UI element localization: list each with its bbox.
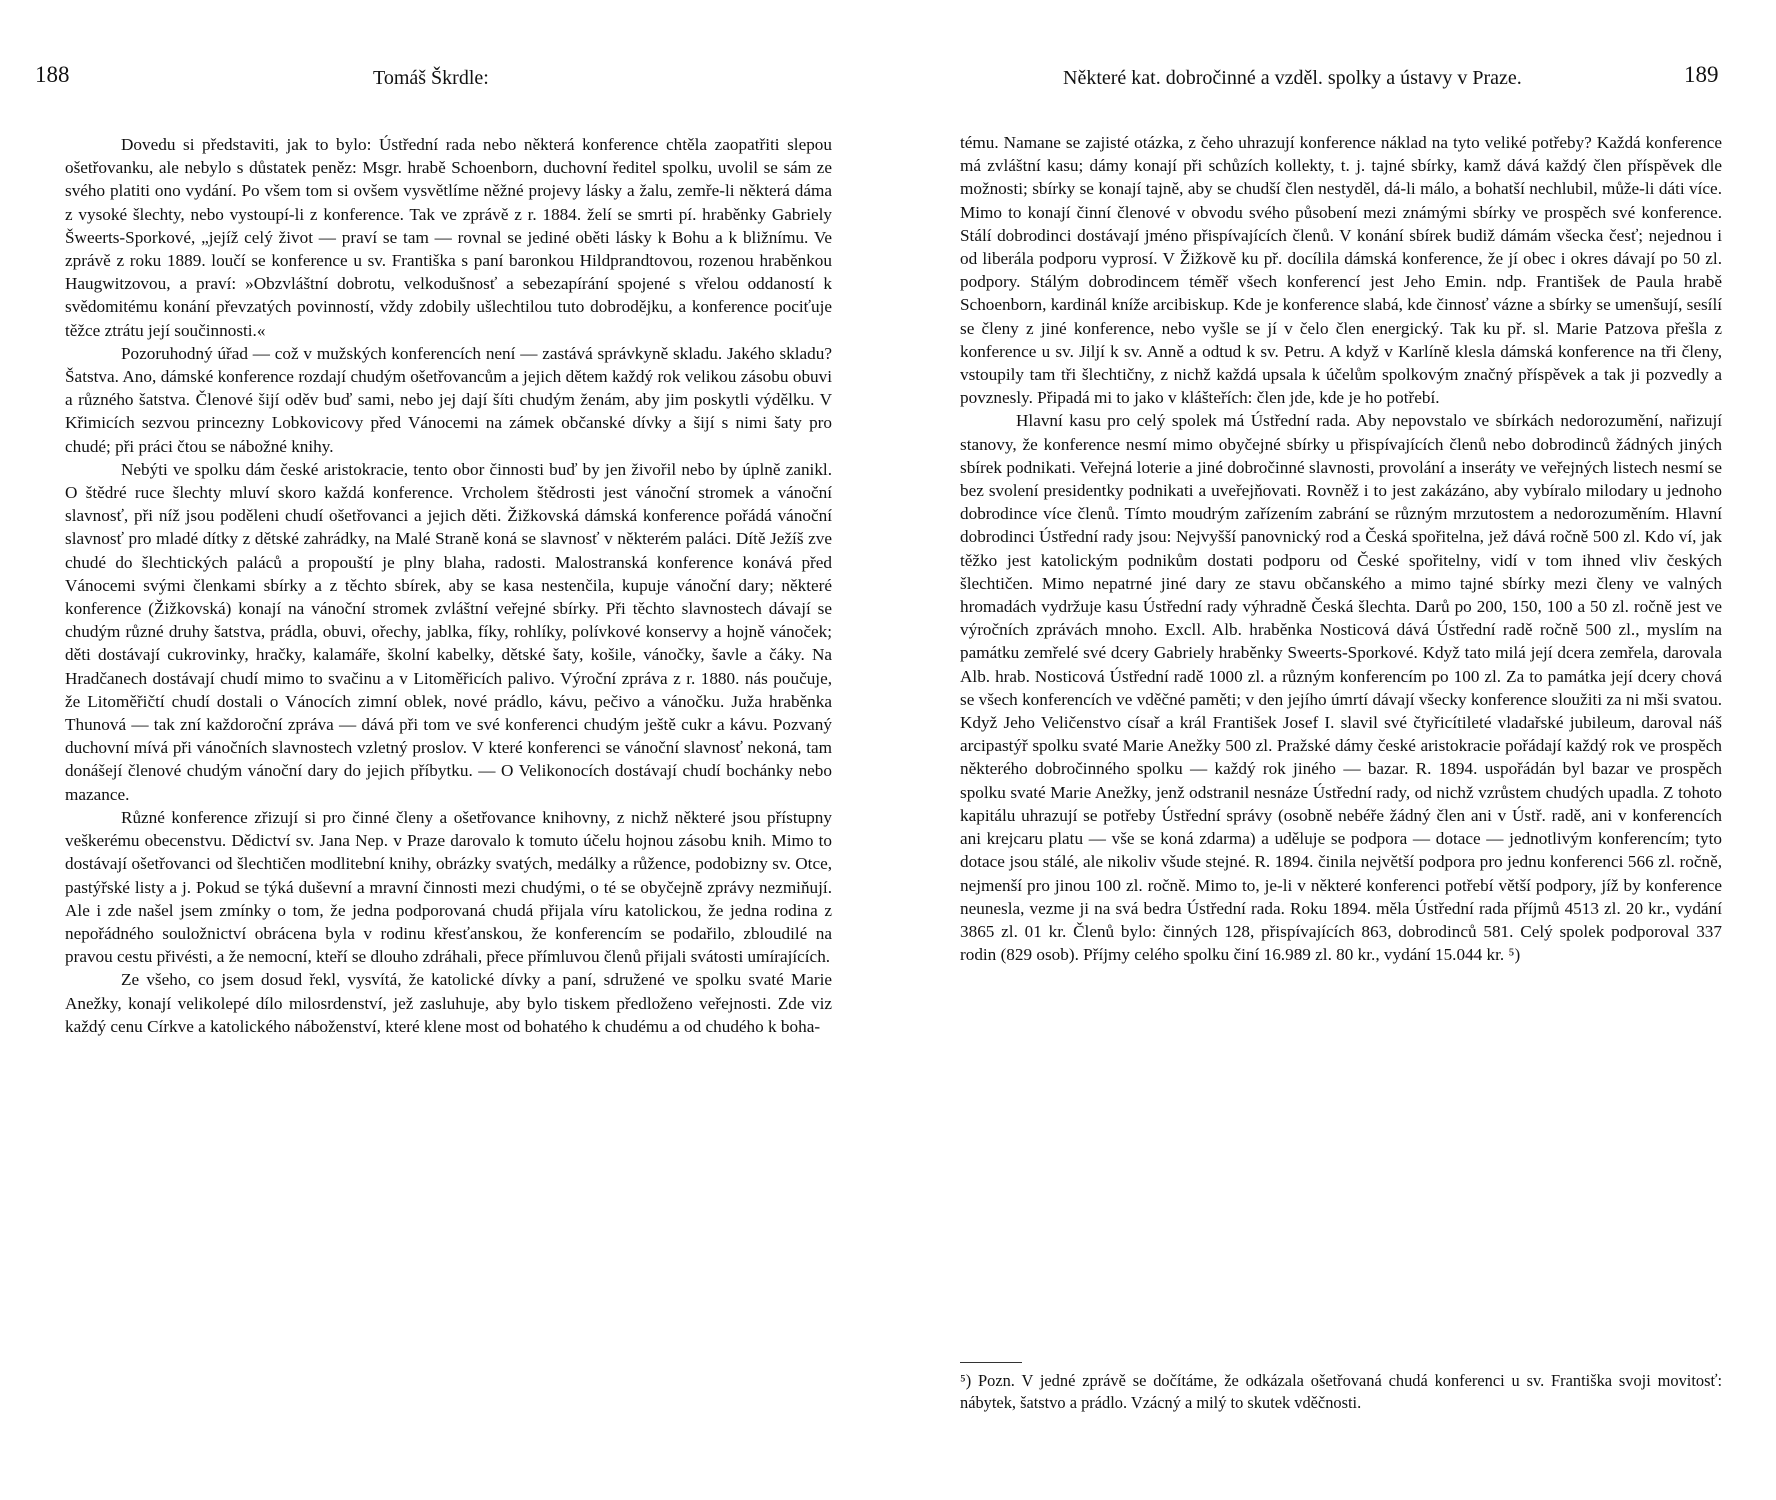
paragraph: Hlavní kasu pro celý spolek má Ústřední rada. Aby nepovstalo ve sbírkách nedorozumění, nařizují stanovy, že konference nesmí mimo obyčejné sbírky u přispívajících členů nebo dobrodinců žádných jiných sbírek podnikati. Veřejná loterie a jiné dobročinné slavnosti, provolání a inseráty ve veřejných listech nesmí se bez svolení presidentky podnikati a uveřejňovati. Rovněž i to jest zakázáno, aby vybíralo milodary u jednoho dobrodince více členů. Tímto moudrým zařízením zabrání se různým mrzutostem a nedorozuměním. Hlavní dobrodinci Ústřední rady jsou: Nejvyšší panovnický rod a Česká spořitelna, jež dává ročně 500 zl. Kdo ví, jak těžko jest katolickým podnikům dostati podporu od České spořitelny, vidí v tom ihned vliv českých šlechtičen. Mimo nepatrné jiné dary ze stavu občanského a mimo tajné sbírky mezi členy ve valných hromadách vydržuje kasu Ústřední rady výhradně Česká šlechta. Darů po 200, 150, 100 a 50 zl. ročně jest ve výročních zprávách mnoho. Excll. Alb. hraběnka Nosticová dává Ústřední radě ročně 500 zl., myslím na památku zemřelé své dcery Gabriely hraběnky Sweerts-Sporkové. Když tato milá její dcera zemřela, darovala Alb. hrab. Nosticová Ústřední radě 1000 zl. a různým konferencím po 100 zl. Za to památka její dcery chová se všech konferencích ve vděčné paměti; v den jejího úmrtí dávají všecky konference sloužiti za ni mši svatou. Když Jeho Veličenstvo císař a král František Josef I. slavil své čtyřicítileté vladařské jubileum, daroval náš arcipastýř spolku svaté Marie Anežky 500 zl. Pražské dámy české aristokracie pořádají každý rok ve prospěch některého dobročinného spolku — každý rok jiného — bazar. R. 1894. uspořádán byl bazar ve prospěch spolku svaté Marie Anežky, jenž odstranil nesnáze Ústřední rady, od nichž vzrůstem chudých upadla. Z tohoto kapitálu uhrazují se potřeby Ústřední správy (osobně nebéře žádný člen ani v Ústř. radě, ani v konferencích ani krejcaru platu — vše se koná zdarma) a uděluje se podpora — dotace — jednotlivým konferencím; tyto dotace jsou stálé, ale nikoliv všude stejné. R. 1894. činila největší podpora pro jednu konferenci 566 zl. ročně, nejmenší pro jinou 100 zl. ročně. Mimo to, je-li v některé konferenci potřebí větší podpory, jíž by konference neunesla, vezme ji na svá bedra Ústřední rada. Roku 1894. měla Ústřední rada příjmů 4513 zl. 20 kr., vydání 3865 zl. 01 kr. Členů bylo: činných 128, přispívajících 863, dobrodinců 581. Celý spolek podporoval 337 rodin (829 osob). Příjmy celého spolku činí 16.989 zl. 80 kr., vydání 15.044 kr. ⁵) <box>960 411 1722 965</box>
footnote-rule <box>960 1362 1022 1363</box>
paragraph: Nebýti ve spolku dám české aristokracie, tento obor činnosti buď by jen živořil nebo by úplně zanikl. O štědré ruce šlechty mluví skoro každá konference. Vrcholem štědrosti jest vánoční stromek a vánoční slavnosť, při níž jsou poděleni chudí ošetřovanci a jejich děti. Žižkovská dámská konference pořádá vánoční slavnosť pro mladé dítky z dětské zahrádky, na Malé Straně koná se slavnosť v některém paláci. Dítě Ježíš zve chudé do šlechtických paláců a propouští je plny blaha, radosti. Malostranská konference konává před Vánocemi svými členkami sbírky a z těchto sbírek, aby se kasa nestenčila, kupuje vánoční dary; některé konference (Žižkovská) konají na vánoční stromek zvláštní veřejné sbírky. Při těchto slavnostech dávají se chudým různé druhy šatstva, prádla, obuvi, ořechy, jablka, fíky, rohlíky, polívkové konservy a hojně vánoček; děti dostávají cukrovinky, hračky, kalamáře, školní kabelky, dětské šaty, košile, vánočky, šavle a čáky. Na Hradčanech dostávají chudí mimo to svačinu a v Litoměřicích palivo. Výroční zpráva z r. 1880. nás poučuje, že Litoměřičtí chudí dostali o Vánocích zimní oblek, nové prádlo, kávu, pečivo a vánočku. Juža hraběnka Thunová — tak zní každoroční zpráva — dává při tom ve své konferenci chudým ještě cukr a kávu. Pozvaný duchovní mívá při vánočních slavnostech vzletný proslov. V které konferenci se vánoční slavnosť nekoná, tam donášejí členové chudým vánoční dary do jejich příbytku. — O Velikonocích dostávají chudí bochánky nebo mazance. <box>65 459 832 804</box>
paragraph: Pozoruhodný úřad — což v mužských konferencích není — zastává správkyně skladu. Jakého skladu? Šatstva. Ano, dámské konference rozdají chudým ošetřovancům a jejich dětem každý rok velikou zásobu obuvi a různého šatstva. Členové šijí oděv buď sami, nebo jej dají šíti chudým ženám, aby jim poskytli výdělku. V Křimicích sezvou princezny Lobkovicovy před Vánocemi na zámek občanské dívky a šijí s nimi šaty pro chudé; při práci čtou se nábožné knihy. <box>65 343 832 456</box>
right-text-column <box>960 131 1722 966</box>
left-text-column <box>65 133 832 1038</box>
page-number-right: 189 <box>1684 62 1719 87</box>
page-number-left: 188 <box>35 62 70 87</box>
running-head-left: Tomáš Škrdle: <box>373 67 489 89</box>
right-page <box>888 0 1776 1500</box>
paragraph: Různé konference zřizují si pro činné členy a ošetřovance knihovny, z nichž některé jsou přístupny veškerému obecenstvu. Dědictví sv. Jana Nep. v Praze darovalo k tomuto účelu hojnou zásobu knih. Mimo to dostávají ošetřovanci od šlechtičen modlitební knihy, obrázky svatých, medálky a růžence, podobizny sv. Otce, pastýřské listy a j. Pokud se týká duševní a mravní činnosti mezi chudými, o té se obyčejně zprávy nezmiňují. Ale i zde našel jsem zmínky o tom, že jedna podporovaná chudá přijala víru katolickou, že jedna rodina z nepořádného souložnictví obrácena byla v rodinu křesťanskou, že konferencím se podařilo, zbloudilé na pravou cestu přivésti, a že nemocní, kteří se dlouho zdráhali, přece přímluvou členů přijali svátosti umírajících. <box>65 807 832 967</box>
paragraph: Dovedu si představiti, jak to bylo: Ústřední rada nebo některá konference chtěla zaopatřiti slepou ošetřovanku, ale nebylo s důstatek peněz: Msgr. hrabě Schoenborn, duchovní ředitel spolku, uvolil se sám ze svého platiti ono vydání. Po všem tom si ovšem vysvětlíme něžné projevy lásky a žalu, zemře-li některá dáma z vysoké šlechty, nebo vystoupí-li z konference. Tak ve zprávě z r. 1884. želí se smrti pí. hraběnky Gabriely Šweerts-Sporkové, „jejíž celý život — praví se tam — rovnal se jediné oběti lásky k Bohu a k bližnímu. Ve zprávě z roku 1889. loučí se konference u sv. Františka s paní baronkou Hildprandtovou, rozenou hraběnkou Haugwitzovou, a praví: »Obzvláštní dobrotu, velkodušnosť a sebezapírání spojené s vřelou oddaností k svědomitému konání převzatých povinností, vždy zdobily ušlechtilou tuto dobroděјku, a konference pociťuje těžce ztrátu její součinnosti.« <box>65 135 832 340</box>
footnote: ⁵) Pozn. V jedné zprávě se dočítáme, že odkázala ošetřovaná chudá konferenci u sv. Františka svoji movitosť: nábytek, šatstvo a prádlo. Vzácný a milý to skutek vděčnosti. <box>960 1371 1722 1412</box>
paragraph: Ze všeho, co jsem dosud řekl, vysvítá, že katolické dívky a paní, sdružené ve spolku svaté Marie Anežky, konají velikolepé dílo milosrdenství, jež zasluhuje, aby bylo tiskem předloženo veřejnosti. Zde viz každý cenu Církve a katolického náboženství, které klene most od bohatého k chudému a od chudého k boha- <box>65 970 832 1036</box>
running-head-right: Některé kat. dobročinné a vzděl. spolky a ústavy v Praze. <box>1063 67 1522 89</box>
paragraph: tému. Namane se zajisté otázka, z čeho uhrazují konference náklad na tyto veliké potřeby? Každá konference má zvláštní kasu; dámy konají při schůzích kollekty, t. j. tajné sbírky, kamž dává každý člen příspěvek dle možnosti; sbírky se konají tajně, aby se chudší člen nestyděl, dá-li málo, a bohatší nechlubil, může-li dáti více. Mimo to konají činní členové v obvodu svého působení mezi známými sbírky ve prospěch své konference. Stálí dobrodinci dostávají jméno přispívajících členů. V konání sbírek budiž dámám všecka česť; nejednou i od liberála podporu vyprosí. V Žižkově ku př. docílila dámská konference, že jí obec i okres dávají po 50 zl. podpory. Stálým dobrodincem téměř všech konferencí jest Jeho Emin. ndp. František de Paula hrabě Schoenborn, kardinál kníže arcibiskup. Kde je konference slabá, kde činnosť vázne a sbírky se umenšují, sesílí se členy z jiné konference, nebo vyšle se jí v čelo člen energický. Tak ku př. sl. Marie Patzova přešla z konference u sv. Jiljí k sv. Anně a odtud k sv. Petru. A když v Karlíně klesla dámská konference na tři členy, vstoupily tam tři šlechtičny, z nichž každá upsala k účelům spolkovým značný příspěvek a tak ji pozvedly a povznesly. Připadá mi to jako v klášteřích: člen jde, kde je ho potřebí. <box>960 133 1722 408</box>
